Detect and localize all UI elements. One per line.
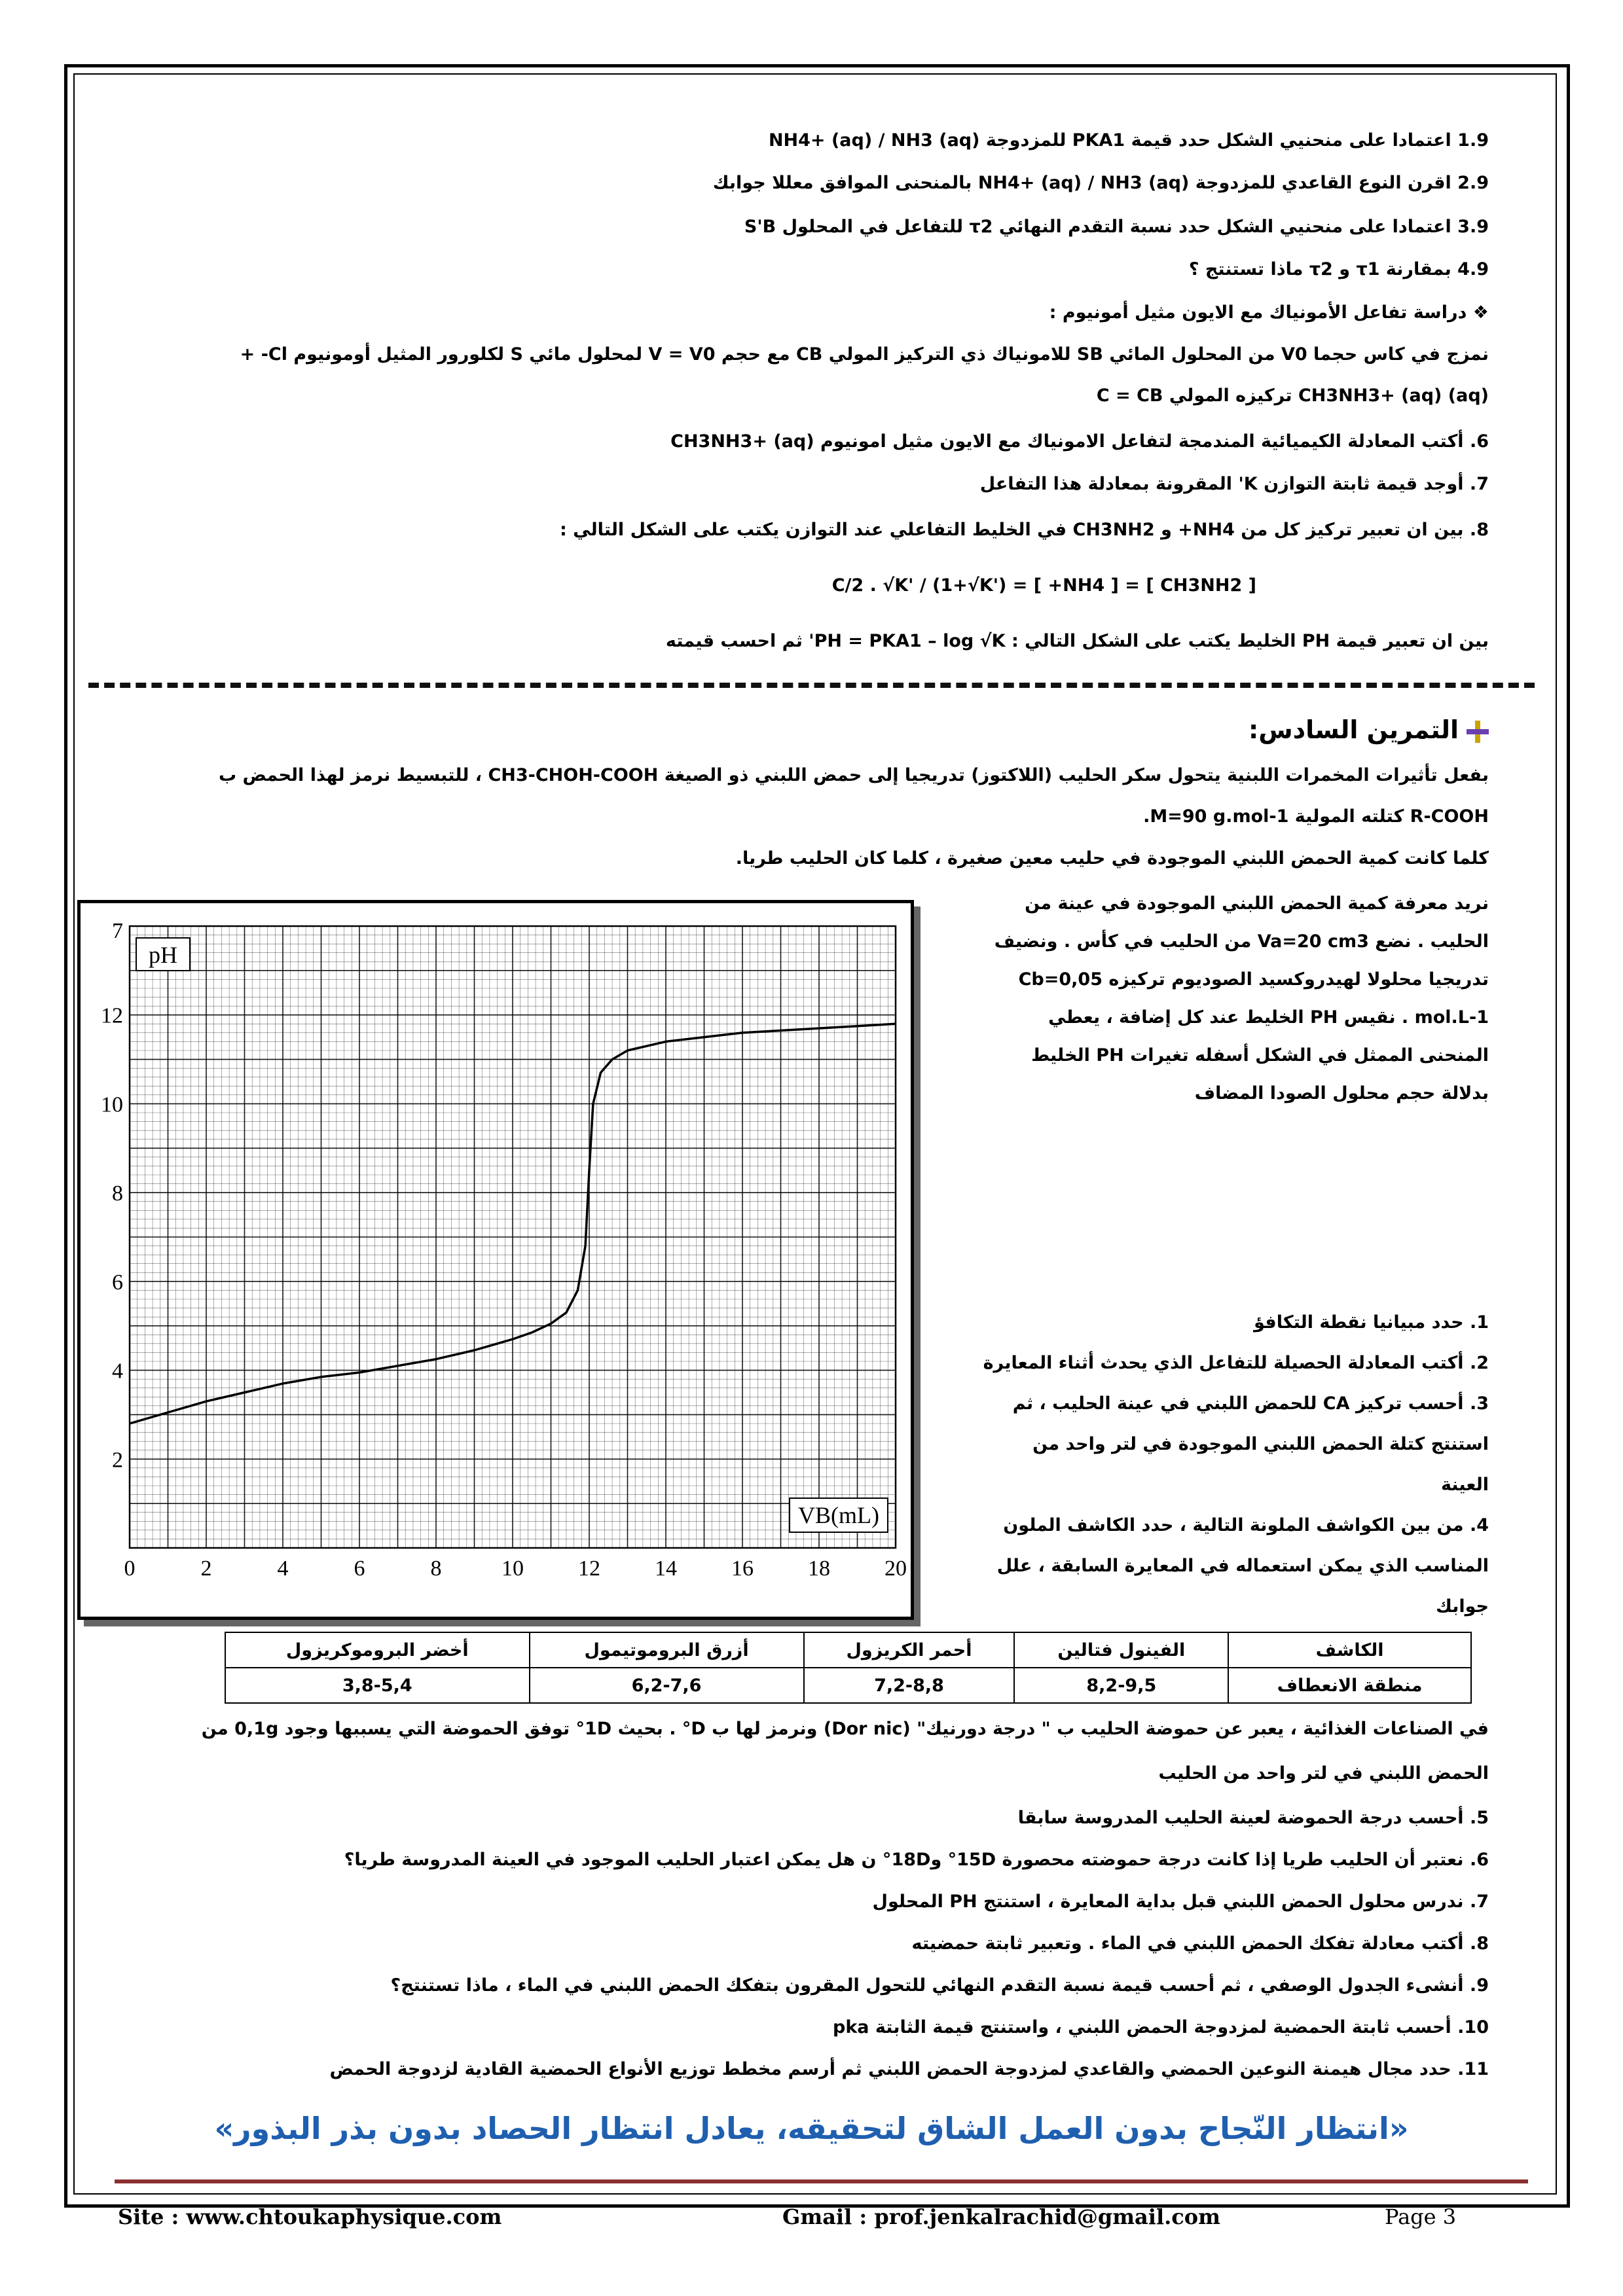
ex6-paragraph-1: بفعل تأثيرات المخمرات اللبنية يتحول سكر الحليب (اللاكتوز) تدريجيا إلى حمض اللبني ذو الصيغة CH3-CHOH-COOH ، للتبسيط نرمز لهذا الحمض ب [218, 765, 1489, 785]
exercise-6-title [1249, 715, 1489, 744]
footer-page-number: Page 3 [1385, 2204, 1457, 2229]
table-cell: 8,2-9,5 [1014, 1668, 1228, 1703]
table-cell: أخضر البروموكريزول [225, 1632, 530, 1668]
table-cell: منطقة الانعطاف [1228, 1668, 1471, 1703]
question-8: 8. بين ان تعبير تركيز كل من NH4+ و CH3NH2 في الخليط التفاعلي عند التوازن يكتب على الشكل التالي : [559, 520, 1489, 540]
footer-gmail: Gmail : prof.jenkalrachid@gmail.com [782, 2204, 1220, 2229]
question-9-4: 4.9 بمقارنة τ1 و τ2 ماذا تستنتج ؟ [1188, 259, 1489, 279]
x-tick-label: 4 [277, 1556, 289, 1581]
ph-line: بين ان تعبير قيمة PH الخليط يكتب على الشكل التالي : PH = PKA1 – log √K' ثم احسب قيمته [665, 631, 1489, 651]
indicators-table [225, 1632, 1472, 1704]
side-line: الحليب . نضع Va=20 cm3 من الحليب في كأس . ونضيف [994, 931, 1489, 952]
table-cell: 6,2-7,6 [530, 1668, 804, 1703]
study-title: ❖ دراسة تفاعل الأمونياك مع الايون مثيل أمونيوم : [1049, 302, 1489, 323]
question-6: 6. أكتب المعادلة الكيميائية المندمجة لتفاعل الامونياك مع الايون مثيل امونيوم CH3NH3+ (aq) [670, 431, 1489, 452]
side-question: 3. أحسب تركيز CA للحمض اللبني في عينة الحليب ، ثم [1012, 1393, 1489, 1414]
table-cell: الفينول فتالين [1014, 1632, 1228, 1668]
side-line: المنحنى الممثل في الشكل أسفله تغيرات PH الخليط [1031, 1045, 1489, 1066]
table-cell: الكاشف [1228, 1632, 1471, 1668]
y-tick-label: 8 [112, 1181, 123, 1206]
side-question: 2. أكتب المعادلة الحصيلة للتفاعل الذي يحدث أثناء المعايرة [983, 1353, 1489, 1373]
intro-line-1: نمزج في كاس حجما V0 من المحلول المائي SB للامونياك ذي التركيز المولي CB مع حجم V = V0 لمحلول مائي S لكلورور المثيل أومونيوم Cl- + [240, 344, 1489, 365]
table-cell: أزرق البروموتيمول [530, 1632, 804, 1668]
titration-chart [77, 900, 914, 1620]
titration-chart-svg [81, 903, 911, 1617]
ex6-paragraph-3: كلما كانت كمية الحمض اللبني الموجودة في حليب معين صغيرة ، كلما كان الحليب طريا. [735, 848, 1489, 869]
y-tick-label: 12 [101, 1003, 123, 1028]
ex6-side-text [945, 885, 1489, 1113]
y-tick-label: 10 [101, 1092, 123, 1117]
x-tick-label: 12 [578, 1556, 600, 1581]
y-tick-label: 4 [112, 1359, 123, 1384]
side-line: تدريجيا محلولا لهيدروكسيد الصوديوم تركيزه Cb=0,05 [1018, 969, 1489, 990]
formula: [ CH3NH2 ] = [ NH4+ ] = C/2 . √K' / (1+√K') [831, 575, 1256, 596]
question-10: 10. أحسب ثابتة الحمضية لمزدوجة الحمض اللبني ، واستنتج قيمة الثابتة pka [833, 2017, 1489, 2037]
x-axis-label: VB(mL) [798, 1502, 879, 1528]
y-tick-label: 6 [112, 1270, 123, 1295]
table-cell: 3,8-5,4 [225, 1668, 530, 1703]
table-cell: أحمر الكريزول [804, 1632, 1015, 1668]
question-5: 5. أحسب درجة الحموضة لعينة الحليب المدروسة سابقا [1017, 1808, 1489, 1828]
intro-line-2: CH3NH3+ (aq) (aq) تركيزه المولي C = CB [1096, 386, 1489, 406]
footer-rule [115, 2179, 1528, 2183]
question-11: 11. حدد مجال هيمنة النوعين الحمضي والقاعدي لمزدوجة الحمض اللبني ثم أرسم مخطط توزيع الأنواع الحمضية القادية لزدوجة الحمض [329, 2059, 1489, 2079]
y-axis-label: pH [149, 942, 177, 968]
x-tick-label: 6 [354, 1556, 365, 1581]
y-tick-label: 2 [112, 1448, 123, 1473]
side-question: المناسب الذي يمكن استعماله في المعايرة السابقة ، علل [996, 1556, 1489, 1576]
x-tick-label: 10 [501, 1556, 524, 1581]
question-8: 8. أكتب معادلة تفكك الحمض اللبني في الماء . وتعبير ثابتة حمضيته [911, 1933, 1489, 1954]
y-top-label: 7 [112, 919, 123, 943]
question-6: 6. نعتبر أن الحليب طريا إذا كانت درجة حموضته محصورة 15D° و18D° ن هل يمكن اعتبار الحليب الموجود في العينة المدروسة طريا؟ [344, 1850, 1489, 1870]
motivational-quote: «انتظار النّجاح بدون العمل الشاق لتحقيقه، يعادل انتظار الحصاد بدون بذر البذور» [214, 2111, 1409, 2146]
section-divider [88, 683, 1535, 688]
ex6-side-questions [945, 1302, 1489, 1627]
question-7: 7. أوجد قيمة ثابتة التوازن K' المقرونة بمعادلة هذا التفاعل [979, 474, 1489, 494]
side-question: العينة [1440, 1475, 1489, 1495]
exercise-6-title-text: التمرين السادس: [1249, 715, 1459, 744]
question-9-3: 3.9 اعتمادا على منحنيي الشكل حدد نسبة التقدم النهائي τ2 للتفاعل في المحلول S'B [744, 217, 1489, 237]
x-tick-label: 20 [884, 1556, 907, 1581]
x-tick-label: 8 [430, 1556, 442, 1581]
side-line: بدلالة حجم محلول الصودا المضاف [1194, 1083, 1489, 1103]
side-question: 1. حدد مبيانيا نقطة التكافؤ [1254, 1312, 1489, 1333]
side-question: 4. من بين الكواشف الملونة التالية ، حدد الكاشف الملون [1003, 1515, 1489, 1535]
footer-site: Site : www.chtoukaphysique.com [118, 2204, 502, 2229]
ex6-paragraph-2: R-COOH كتلته المولية M=90 g.mol-1. [1143, 806, 1489, 827]
side-question: جوابك [1436, 1596, 1489, 1617]
side-line: mol.L-1 . نقيس PH الخليط عند كل إضافة ، يعطي [1048, 1007, 1489, 1028]
question-9: 9. أنشىء الجدول الوصفي ، ثم أحسب قيمة نسبة التقدم النهائي للتحول المقرون بتفكك الحمض اللبني في الماء ، ماذا تستنتج؟ [390, 1975, 1489, 1996]
dornic-line-1: في الصناعات الغذائية ، يعبر عن حموضة الحليب ب " درجة دورنيك" (Dor nic) ونرمز لها ب D° . بحيث 1D° توفق الحموضة التي يسببها وجود 0,1g من [201, 1719, 1489, 1739]
x-tick-label: 0 [124, 1556, 136, 1581]
table-row [225, 1632, 1471, 1668]
x-tick-label: 16 [731, 1556, 754, 1581]
question-7: 7. ندرس محلول الحمض اللبني قبل بداية المعايرة ، استنتج PH المحلول [872, 1892, 1489, 1912]
dornic-line-2: الحمض اللبني في لتر واحد من الحليب [1158, 1763, 1489, 1784]
x-tick-label: 2 [200, 1556, 212, 1581]
question-9-2: 2.9 اقرن النوع القاعدي للمزدوجة NH4+ (aq) / NH3 (aq) بالمنحنى الموافق معللا جوابك [712, 173, 1489, 193]
side-line: نريد معرفة كمية الحمض اللبني الموجودة في عينة من [1025, 893, 1489, 914]
table-cell: 7,2-8,8 [804, 1668, 1015, 1703]
side-question: استنتج كتلة الحمض اللبني الموجودة في لتر واحد من [1032, 1434, 1489, 1454]
x-tick-label: 14 [655, 1556, 677, 1581]
x-tick-label: 18 [808, 1556, 830, 1581]
question-9-1: 1.9 اعتمادا على منحنيي الشكل حدد قيمة PKA1 للمزدوجة NH4+ (aq) / NH3 (aq) [768, 130, 1489, 151]
table-row [225, 1668, 1471, 1703]
plus-bullet-icon [1467, 721, 1489, 743]
